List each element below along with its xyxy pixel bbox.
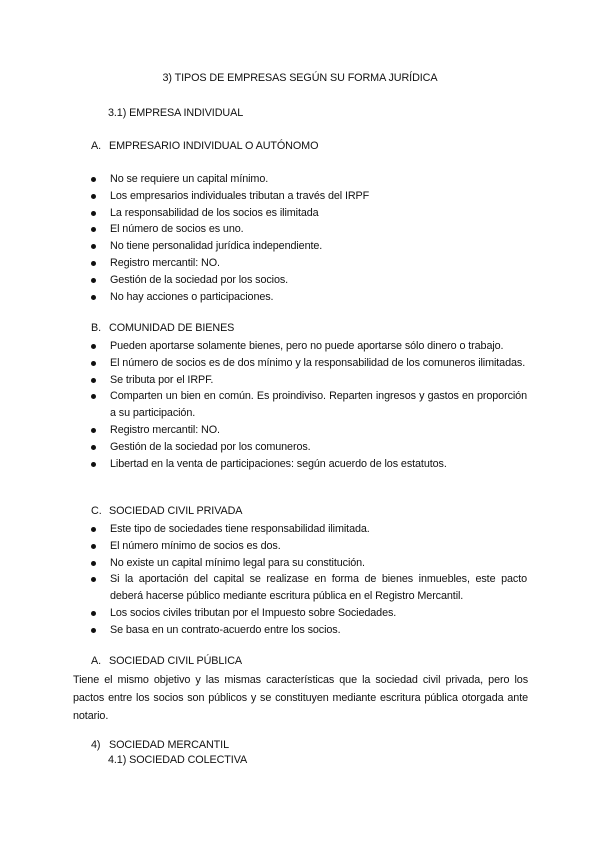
block-c-title: SOCIEDAD CIVIL PRIVADA [109, 505, 243, 517]
list-item: Los empresarios individuales tributan a través del IRPF [91, 188, 527, 205]
block-a-letter: A. [91, 140, 102, 152]
list-item: Gestión de la sociedad por los comuneros. [91, 439, 527, 456]
block-d-letter: A. [91, 655, 102, 667]
block-d-paragraph: Tiene el mismo objetivo y las mismas características que la sociedad civil privada, pero los pactos entre los socios son públicos y se constituyen mediante escritura pública otorgada ante notario. [73, 674, 528, 722]
list-item: Gestión de la sociedad por los socios. [91, 272, 527, 289]
block-a-heading [91, 140, 318, 152]
block-c-heading [91, 505, 242, 517]
block-b-letter: B. [91, 322, 102, 334]
list-item: Registro mercantil: NO. [91, 422, 527, 439]
block-d-heading [91, 655, 242, 667]
list-item: Este tipo de sociedades tiene responsabilidad ilimitada. [91, 521, 527, 538]
list-item: El número de socios es de dos mínimo y la responsabilidad de los comuneros ilimitadas. [91, 355, 527, 372]
block-b-title: COMUNIDAD DE BIENES [109, 322, 235, 334]
section-4-label: SOCIEDAD MERCANTIL [109, 739, 229, 751]
block-a-list [91, 171, 527, 305]
section-heading-4-1: 4.1) SOCIEDAD COLECTIVA [108, 754, 248, 766]
list-item: El número de socios es uno. [91, 221, 527, 238]
section-heading-3-1: 3.1) EMPRESA INDIVIDUAL [108, 107, 244, 119]
list-item: El número mínimo de socios es dos. [91, 538, 527, 555]
list-item: No tiene personalidad jurídica independiente. [91, 238, 527, 255]
list-item: Se basa en un contrato-acuerdo entre los socios. [91, 622, 527, 639]
list-item: Registro mercantil: NO. [91, 255, 527, 272]
block-b-heading [91, 322, 234, 334]
list-item: Se tributa por el IRPF. [91, 372, 527, 389]
list-item: Pueden aportarse solamente bienes, pero no puede aportarse sólo dinero o trabajo. [91, 338, 527, 355]
list-item: No se requiere un capital mínimo. [91, 171, 527, 188]
section-4-number: 4) [91, 739, 101, 751]
list-item: Si la aportación del capital se realizase en forma de bienes inmuebles, este pacto deberá hacerse público mediante escritura pública en el Registro Mercantil. [91, 571, 527, 605]
section-heading-4 [91, 739, 229, 751]
list-item: Comparten un bien en común. Es proindiviso. Reparten ingresos y gastos en proporción a su participación. [91, 388, 527, 422]
block-b-list [91, 338, 527, 472]
list-item: La responsabilidad de los socios es ilimitada [91, 205, 527, 222]
block-a-title: EMPRESARIO INDIVIDUAL O AUTÓNOMO [109, 140, 319, 152]
list-item: No hay acciones o participaciones. [91, 289, 527, 306]
block-c-letter: C. [91, 505, 102, 517]
list-item: Los socios civiles tributan por el Impuesto sobre Sociedades. [91, 605, 527, 622]
list-item: No existe un capital mínimo legal para su constitución. [91, 555, 527, 572]
block-d-title: SOCIEDAD CIVIL PÚBLICA [109, 655, 242, 667]
list-item: Libertad en la venta de participaciones: según acuerdo de los estatutos. [91, 456, 527, 473]
page-title: 3) TIPOS DE EMPRESAS SEGÚN SU FORMA JURÍDICA [162, 72, 438, 84]
block-c-list [91, 521, 527, 639]
